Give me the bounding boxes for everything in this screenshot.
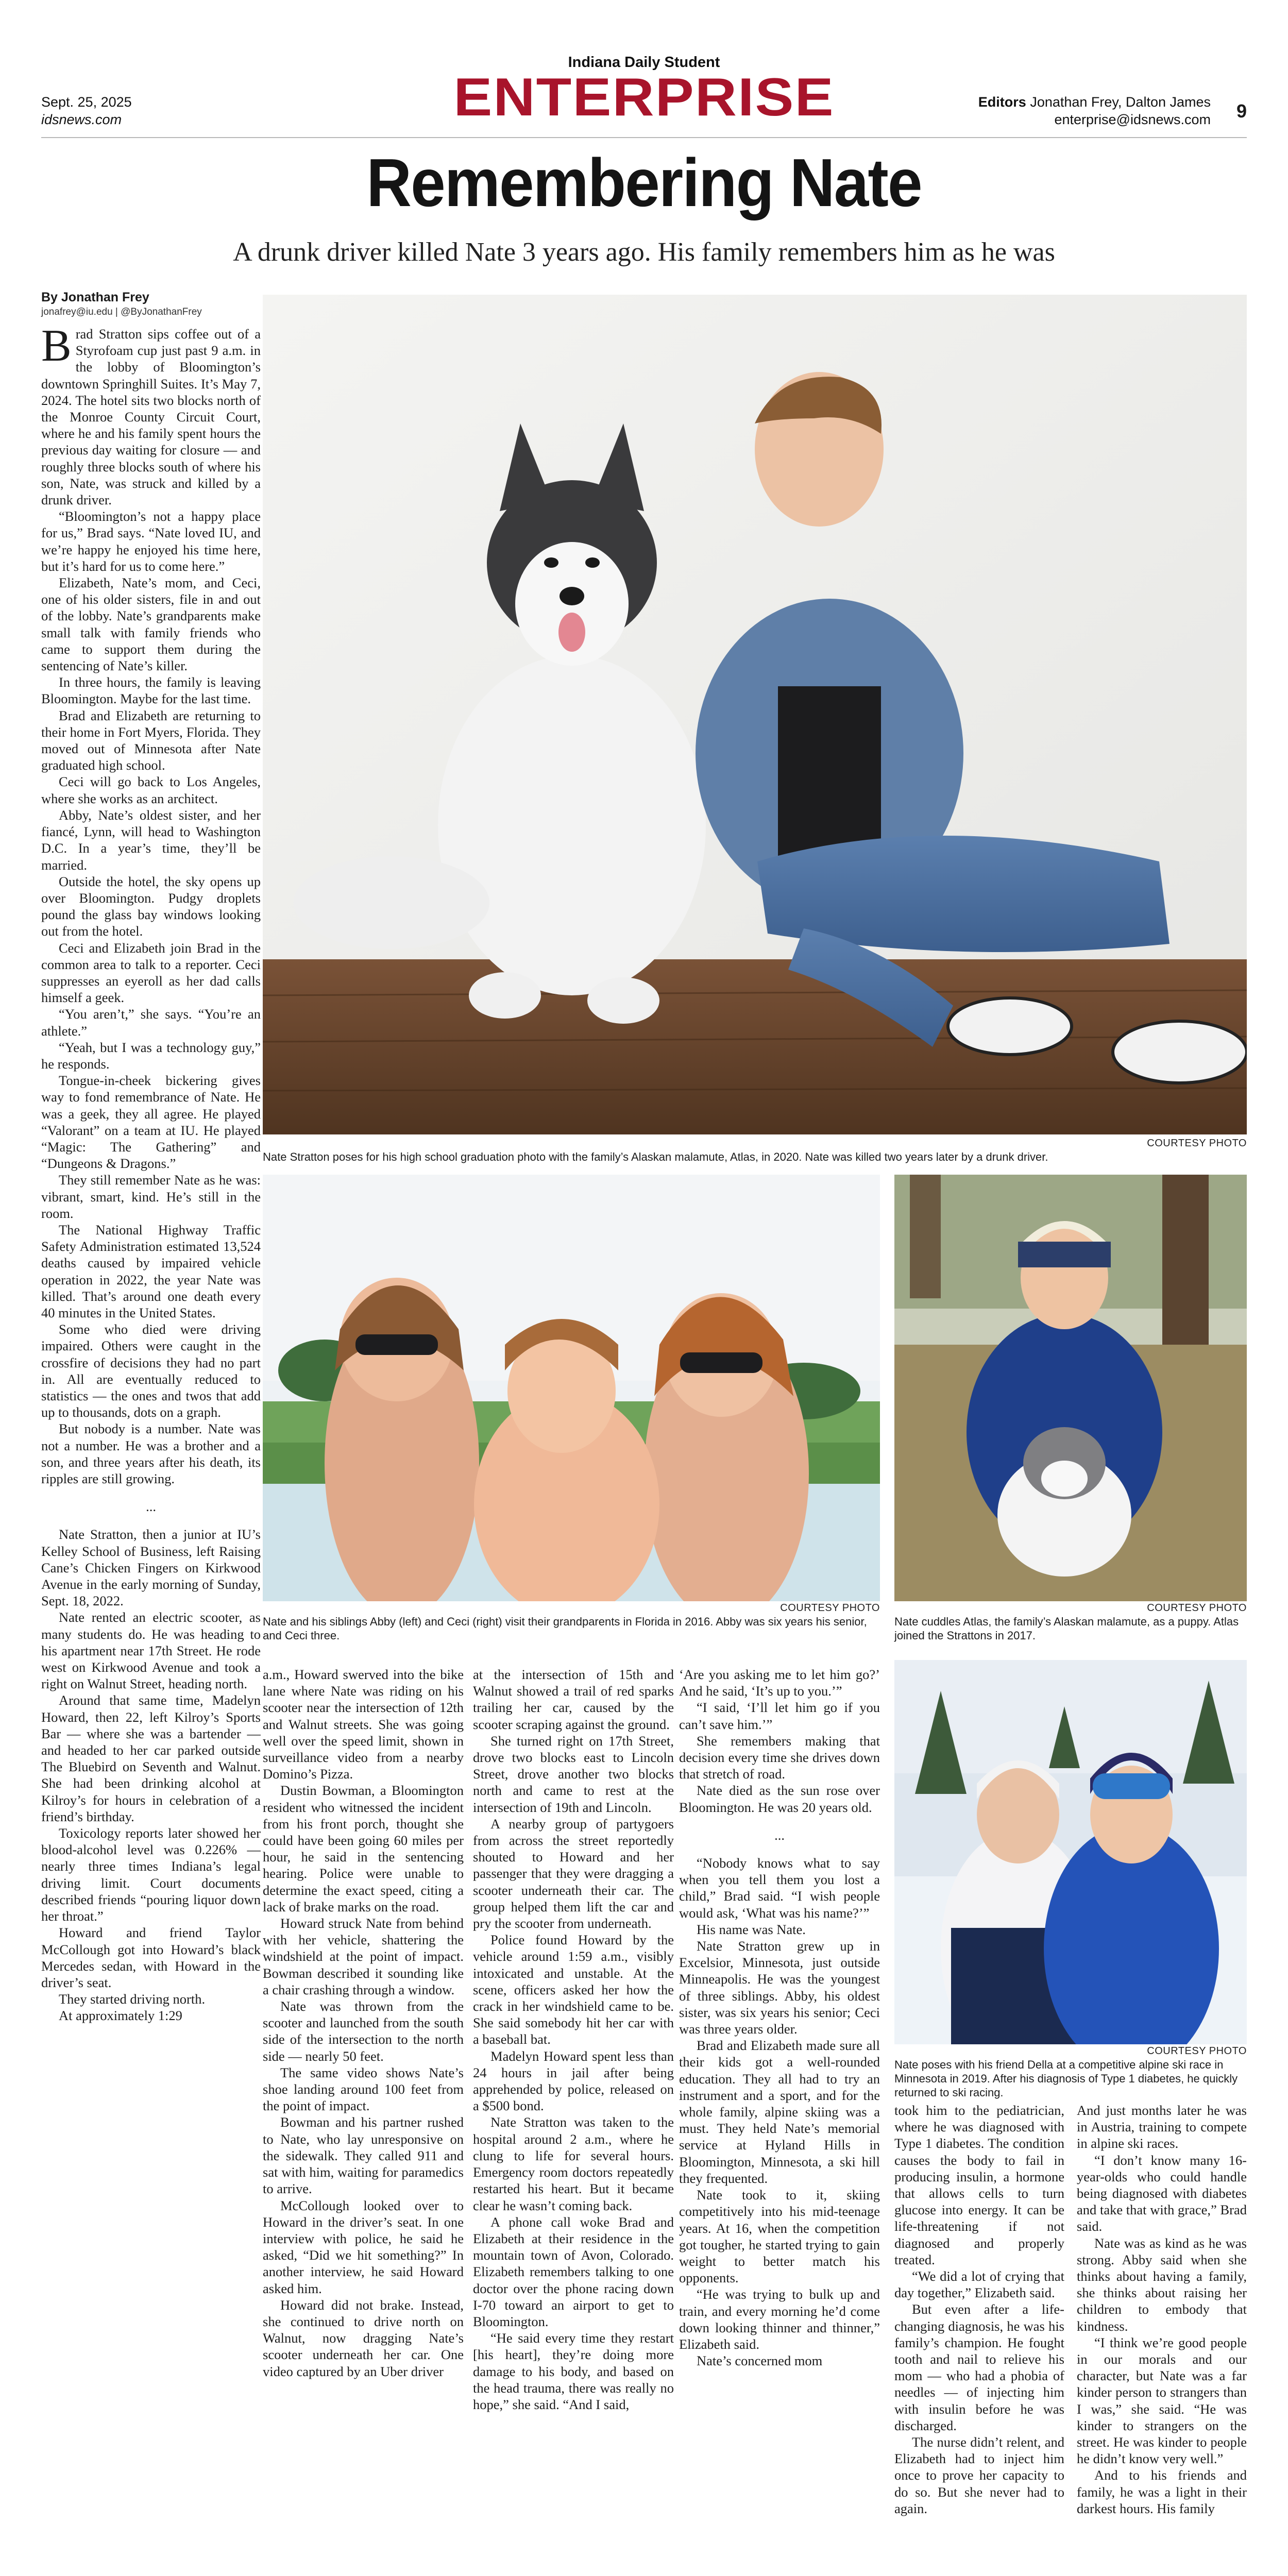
masthead-rule [41,137,1247,138]
article-paragraph: “I said, ‘I’ll let him go if you can’t save him.’” [679,1700,880,1732]
editors-label: Editors [978,94,1026,110]
siblings-photo-illustration [263,1175,880,1601]
article-paragraph: McCollough looked over to Howard in the driver’s seat. In one interview with police, he said he asked, “Did we hit something?” In another interview, he said Howard asked him. [263,2197,464,2296]
article-paragraph: And to his friends and family, he was a light in their darkest hours. His family [1077,2467,1247,2516]
puppy-photo [894,1175,1247,1601]
article-column-1 [41,326,261,2556]
article-paragraph: “I think we’re good people in our morals and our character, but Nate was a far kinder person to strangers than I was,” she said. “He was kinder to strangers on the street. He was kinder to people he didn’t know very well.” [1077,2334,1247,2467]
page-number: 9 [1236,100,1247,122]
article-paragraph: Nate was thrown from the scooter and launched from the south side of the intersection to the north side — nearly 50 feet. [263,1998,464,2064]
article-paragraph: Nate rented an electric scooter, as many students do. He was heading to his apartment near 17th Street. He rode west on Kirkwood Avenue and took a right on Walnut Street, heading north. [41,1609,261,1692]
ski-photo-caption: Nate poses with his friend Della at a competitive alpine ski race in Minnesota in 2019. After his diagnosis of Type 1 diabetes, he quickly returned to ski racing. [894,2058,1238,2099]
main-photo-credit: COURTESY PHOTO [1147,1138,1247,1149]
article-paragraph: Ceci will go back to Los Angeles, where she works as an architect. [41,774,261,806]
article-paragraph: Nate Stratton, then a junior at IU’s Kelley School of Business, left Raising Cane’s Chicken Fingers on Kirkwood Avenue in the early morning of Sunday, Sept. 18, 2022. [41,1527,261,1609]
article-paragraph: Nate’s concerned mom [697,2353,823,2369]
article-column-6 [1077,2102,1247,2557]
puppy-photo-illustration [894,1175,1247,1601]
editors-block [978,93,1211,128]
article-paragraph: She turned right on 17th Street, drove two blocks east to Lincoln Street, drove another two blocks north and came to rest at the intersection of 19th and Lincoln. [473,1733,674,1815]
article-paragraph: In three hours, the family is leaving Bloomington. Maybe for the last time. [41,674,261,707]
article-paragraph: They started driving north. [59,1991,206,2007]
article-paragraph: Toxicology reports later showed her blood-alcohol level was 0.226% — nearly three times Indiana’s legal driving limit. Court documents described friends “pouring liquor down her throat.” [41,1825,261,1924]
article-paragraph: Dustin Bowman, a Bloomington resident who witnessed the incident from his front porch, thought she could have been going 60 miles per hour, he said in the sentencing hearing. Police were unable to determine the exact speed, citing a lack of brake marks on the road. [263,1783,464,1914]
article-paragraph: “Bloomington’s not a happy place for us,” Brad says. “Nate loved IU, and we’re happy he enjoyed his time here, but it’s hard for us to come here.” [41,509,261,574]
article-paragraph: And just months later he was in Austria, training to compete in alpine ski races. [1077,2103,1247,2151]
article-paragraph: Around that same time, Madelyn Howard, then 22, left Kilroy’s Sports Bar — where she was a bartender — and headed to her car parked outside The Bluebird on Seventh and Walnut. She had been drinking alcohol at Kilroy’s for hours in celebration of a friend’s birthday. [41,1692,261,1824]
article-paragraph: Nate took to it, skiing competitively into his mid-teenage years. At 16, when the competition got tougher, he started trying to gain weight to better match his opponents. [679,2187,880,2286]
ski-photo-credit: COURTESY PHOTO [1147,2045,1247,2057]
main-photo-caption: Nate Stratton poses for his high school graduation photo with the family’s Alaskan malamute, Atlas, in 2020. Nate was killed two years later by a drunk driver. [263,1150,1048,1163]
article-paragraph: They still remember Nate as he was: vibrant, smart, kind. He’s still in the room. [41,1172,261,1221]
article-paragraph: Tongue-in-cheek bickering gives way to fond remembrance of Nate. He was a geek, they all agree. He played “Valorant” on a team at IU. He played “Magic: The Gathering” and “Dungeons & Dragons.” [41,1073,261,1172]
drop-cap: B [41,326,72,371]
article-paragraph: “Nobody knows what to say when you tell them you lost a child,” Brad said. “I wish people would ask, ‘What was his name?’” [679,1855,880,1921]
article-paragraph: “You aren’t,” she says. “You’re an athlete.” [41,1006,261,1039]
article-paragraph: “He was trying to bulk up and train, and every morning he’d come down looking thinner and thinner,” Elizabeth said. [679,2286,880,2352]
ski-photo-illustration [894,1660,1247,2044]
article-paragraph: Some who died were driving impaired. Others were caught in the crossfire of decisions they had no part in. All are eventually reduced to statistics — the ones and twos that add up to thousands, dots on a graph. [41,1321,261,1420]
article-paragraph: Abby, Nate’s oldest sister, and her fiancé, Lynn, will head to Washington D.C. In a year’s time, they’ll be married. [41,807,261,873]
article-paragraph: “Yeah, but I was a technology guy,” he responds. [41,1039,261,1072]
article-paragraph: The National Highway Traffic Safety Administration estimated 13,524 deaths caused by impaired vehicle operation in 2022, the year Nate was killed. That’s around one death every 40 minutes in the United States. [41,1222,261,1320]
article-paragraph: The nurse didn’t relent, and Elizabeth had to inject him once to prove her capacity to do so. But she never had to again. [894,2434,1064,2516]
puppy-photo-caption: Nate cuddles Atlas, the family’s Alaskan malamute, as a puppy. Atlas joined the Strattons in 2017. [894,1615,1239,1642]
article-paragraph: Madelyn Howard spent less than 24 hours in jail after being apprehended by police, released on a $500 bond. [473,2048,674,2114]
article-paragraph: took him to the pediatrician, where he was diagnosed with Type 1 diabetes. The condition causes the body to fail in producing insulin, a hormone that allows cells to turn glucose into energy. It can be life-threatening if not diagnosed and properly treated. [894,2103,1064,2267]
article-paragraph: Outside the hotel, the sky opens up over Bloomington. Pudgy droplets pound the glass bay windows looking out from the hotel. [41,873,261,939]
article-paragraph: “We did a lot of crying that day together,” Elizabeth said. [894,2268,1064,2301]
publication-name: ENTERPRISE [453,67,835,127]
article-paragraph: Brad and Elizabeth made sure all their kids got a well-rounded education. They all had to try an instrument and a sport, and for the whole family, alpine skiing was a must. They held Nate’s memorial service at Hyland Hills in Bloomington, Minnesota, a ski hill they frequented. [679,2038,880,2186]
site-link[interactable]: idsnews.com [41,112,122,127]
article-paragraph: ‘Are you asking me to let him go?’ And he said, ‘It’s up to you.’” [679,1667,880,1699]
article-column-5 [894,2102,1064,2557]
section-break: ... [774,1827,785,1843]
issue-date: Sept. 25, 2025 [41,94,132,110]
main-photo [263,295,1247,1134]
editors-email[interactable]: enterprise@idsnews.com [1054,112,1211,127]
masthead [41,54,1247,142]
article-column-4 [679,1666,880,2557]
article-paragraph-text: rad Stratton sips coffee out of a Styrofoam cup just past 9 a.m. in the lobby of Bloomington’s downtown Springhill Suites. It’s May 7, 2024. The hotel sits two blocks north of the Monroe County Circuit Court, where he and his family spent hours the previous day waiting for closure — and roughly three blocks south of where his son, Nate, was struck and killed by a drunk driver. [41,326,261,508]
article-paragraph: Nate died as the sun rose over Bloomington. He was 20 years old. [679,1783,880,1815]
article-paragraph: “He said every time they restart [his heart], they’re doing more damage to his body, and based on the head trauma, there was really no hope,” she said. “And I said, [473,2330,674,2412]
article-paragraph: The same video shows Nate’s shoe landing around 100 feet from the point of impact. [263,2064,464,2114]
article-paragraph: “I don’t know many 16-year-olds who could handle being diagnosed with diabetes and take that with grace,” Brad said. [1077,2152,1247,2234]
article-paragraph: Brad and Elizabeth are returning to their home in Fort Myers, Florida. They moved out of Minnesota after Nate graduated high school. [41,707,261,773]
siblings-photo-caption: Nate and his siblings Abby (left) and Ceci (right) visit their grandparents in Florida in 2016. Abby was six years his senior, and Ceci three. [263,1615,867,1642]
article-paragraph: His name was Nate. [697,1921,806,1937]
puppy-photo-credit: COURTESY PHOTO [1147,1602,1247,1614]
article-paragraph: Elizabeth, Nate’s mom, and Ceci, one of his older sisters, file in and out of the lobby. Nate’s grandparents make small talk with family friends who came to support them during the sentencing of Nate’s killer. [41,575,261,674]
section-break: ... [146,1499,156,1515]
article-paragraph: Howard did not brake. Instead, she continued to drive north on Walnut, now dragging Nate’s scooter underneath her car. One video captured by an Uber driver [263,2297,464,2379]
article-paragraph: Howard and friend Taylor McCollough got into Howard’s black Mercedes sedan, with Howard in the driver’s seat. [41,1925,261,1990]
ski-photo [894,1660,1247,2044]
article-paragraph: At approximately 1:29 [59,2008,182,2024]
dek: A drunk driver killed Nate 3 years ago. His family remembers him as he was [233,238,1055,267]
article-paragraph: But even after a life-changing diagnosis, he was his family’s champion. He fought tooth and nail to relieve his mom — who had a phobia of needles — of injecting him with insulin before he was discharged. [894,2301,1064,2433]
article-paragraph: Ceci and Elizabeth join Brad in the common area to talk to a reporter. Ceci suppresses an eyeroll as her dad calls himself a geek. [41,940,261,1006]
article-paragraph: at the intersection of 15th and Walnut showed a trail of red sparks trailing her car, caused by the scooter scraping against the ground. [473,1667,674,1732]
article-paragraph: Nate Stratton was taken to the hospital around 2 a.m., where he clung to life for several hours. Emergency room doctors repeatedly restarted his heart. But it became clear he wasn’t coming back. [473,2114,674,2213]
article-paragraph: But nobody is a number. Nate was not a number. He was a brother and a son, and three years after his death, its ripples are still growing. [41,1421,261,1487]
article-paragraph: A phone call woke Brad and Elizabeth at their residence in the mountain town of Avon, Colorado. Elizabeth remembers talking to one doctor over the phone racing down I-70 toward an airport to get to Bloomington. [473,2214,674,2329]
article-paragraph: A nearby group of partygoers from across the street reportedly shouted to Howard and her passenger that they were dragging a scooter underneath their car. The group helped them lift the car and pry the scooter from underneath. [473,1816,674,1931]
byline: By Jonathan Frey [41,290,149,304]
article-paragraph [41,326,261,508]
article-paragraph: Police found Howard by the vehicle around 1:59 a.m., visibly intoxicated and unstable. At the scene, officers asked her how the crack in her windshield came to be. She said somebody hit her car with a baseball bat. [473,1932,674,2047]
article-column-3 [473,1666,674,2557]
article-paragraph: a.m., Howard swerved into the bike lane where Nate was riding on his scooter near the intersection of 12th and Walnut streets. She was going well over the speed limit, shown in surveillance video from a nearby Domino’s Pizza. [263,1667,464,1782]
siblings-photo-credit: COURTESY PHOTO [780,1602,880,1614]
article-paragraph: Howard struck Nate from behind with her vehicle, shattering the windshield at the point of impact. Bowman described it sounding like a chair crashing through a window. [263,1916,464,1997]
article-column-2 [263,1666,464,2557]
nate-with-dog-photo-illustration [263,295,1247,1134]
article-paragraph: Nate Stratton grew up in Excelsior, Minnesota, just outside Minneapolis. He was the youngest of three siblings. Abby, his oldest sister, was six years his senior; Ceci was three years older. [679,1938,880,2037]
byline-contact[interactable]: jonafrey@iu.edu | @ByJonathanFrey [41,307,202,317]
article-paragraph: Nate was as kind as he was strong. Abby said when she thinks about having a family, she thinks about raising her children to embody that kindness. [1077,2235,1247,2334]
issue-date-block [41,93,132,128]
publication-kicker: Indiana Daily Student [568,54,720,71]
headline: Remembering Nate [366,145,922,221]
editors-names: Jonathan Frey, Dalton James [1030,94,1211,110]
article-paragraph: She remembers making that decision every time she drives down that stretch of road. [679,1733,880,1782]
siblings-photo [263,1175,880,1601]
article-paragraph: Bowman and his partner rushed to Nate, who lay unresponsive on the sidewalk. They called 911 and sat with him, waiting for paramedics to arrive. [263,2114,464,2197]
